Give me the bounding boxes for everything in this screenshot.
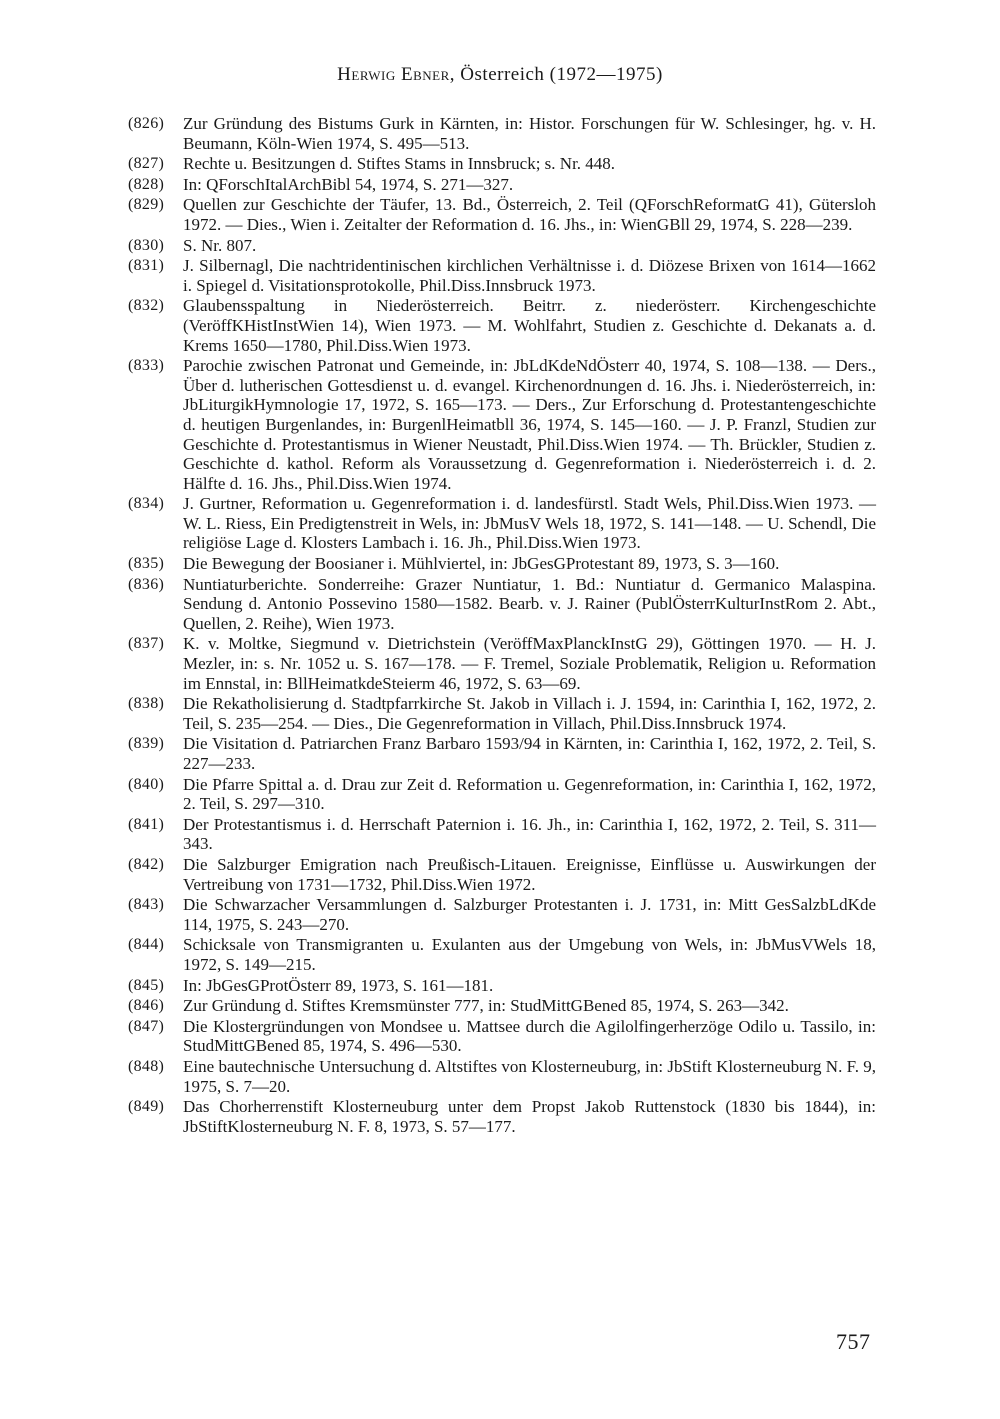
header-author: Herwig Ebner: [337, 64, 450, 85]
footnote-text: Zur Gründung d. Stiftes Kremsmünster 777, in: StudMittGBened 85, 1974, S. 263—342.: [183, 996, 789, 1016]
footnote-entry: [128, 976, 876, 996]
footnote-number: (846): [128, 997, 165, 1015]
footnote-number: (848): [128, 1057, 165, 1075]
footnote-number: (830): [128, 236, 165, 254]
footnote-text: J. Gurtner, Reformation u. Gegenreformation i. d. landesfürstl. Stadt Wels, Phil.Diss.Wien 1973. — W. L. Riess, Ein Predigtenstreit in Wels, in: JbMusV Wels 18, 1972, S. 141—148. — U. Schendl, Die religiöse Lage d. Klosters Lambach i. 16. Jh., Phil.Diss.Wien 1973.: [183, 494, 876, 553]
footnote-text: Die Pfarre Spittal a. d. Drau zur Zeit d. Reformation u. Gegenreformation, in: Carinthia I, 162, 1972, 2. Teil, S. 297—310.: [183, 774, 876, 814]
footnote-text: Quellen zur Geschichte der Täufer, 13. Bd., Österreich, 2. Teil (QForschReformatG 41), Gütersloh 1972. — Dies., Wien i. Zeitalter der Reformation d. 16. Jhs., in: WienGBll 29, 1974, S. 228—239.: [183, 195, 876, 234]
header-title: , Österreich (1972—1975): [449, 64, 663, 85]
footnote-text: S. Nr. 807.: [183, 235, 257, 255]
footnote-entry: [128, 154, 876, 174]
footnote-text: Die Bewegung der Boosianer i. Mühlviertel, in: JbGesGProtestant 89, 1973, S. 3—160.: [183, 554, 780, 574]
footnote-text: J. Silbernagl, Die nachtridentinischen kirchlichen Verhältnisse i. d. Diözese Brixen von 1614—1662 i. Spiegel d. Visitationsprotokolle, Phil.Diss.Innsbruck 1973.: [183, 256, 876, 295]
footnote-number: (836): [128, 575, 165, 593]
footnote-entry: [128, 296, 876, 355]
footnote-text: Zur Gründung des Bistums Gurk in Kärnten, in: Histor. Forschungen für W. Schlesinger, hg. v. H. Beumann, Köln-Wien 1974, S. 495—513.: [183, 114, 876, 153]
footnote-number: (833): [128, 357, 165, 375]
footnote-entry: [128, 175, 876, 195]
footnote-text: In: JbGesGProtÖsterr 89, 1973, S. 161—181.: [183, 975, 494, 995]
footnote-number: (831): [128, 257, 165, 275]
footnote-text: Parochie zwischen Patronat und Gemeinde, in: JbLdKdeNdÖsterr 40, 1974, S. 108—138. — Ders., Über d. lutherischen Gottesdienst u. d. evangel. Kirchenordnungen d. 16. Jhs. i. Niederösterreich, in: JbLiturgikHymnologie 17, 1972, S. 165—173. — Ders., Zur Erforschung d. Protestantengeschichte d. heutigen Burgenlandes, in: BurgenlHeimatbll 36, 1974, S. 145—160. — J. P. Franzl, Studien zur Geschichte d. Protestantismus in Wiener Neustadt, Phil.Diss.Wien 1974. — Th. Brückler, Studien z. Geschichte d. kathol. Reform als Voraussetzung d. Gegenreformation i. Niederösterreich i. d. 2. Hälfte d. 16. Jhs., Phil.Diss.Wien 1974.: [183, 356, 876, 493]
footnote-text: Schicksale von Transmigranten u. Exulanten aus der Umgebung von Wels, in: JbMusVWels 18, 1972, S. 149—215.: [183, 935, 876, 974]
footnote-entry: [128, 935, 876, 974]
footnote-number: (849): [128, 1098, 165, 1116]
footnote-text: Der Protestantismus i. d. Herrschaft Paternion i. 16. Jh., in: Carinthia I, 162, 1972, 2. Teil, S. 311—343.: [183, 814, 876, 854]
footnote-entry: [128, 996, 876, 1016]
footnote-entry: [128, 1097, 876, 1136]
page-number: 757: [836, 1329, 871, 1354]
footnote-number: (843): [128, 896, 165, 914]
footnote-entry: [128, 1017, 876, 1056]
footnote-list: [128, 114, 876, 1137]
footnote-number: (835): [128, 555, 165, 573]
footnote-text: Die Rekatholisierung d. Stadtpfarrkirche St. Jakob in Villach i. J. 1594, in: Carinthia I, 162, 1972, 2. Teil, S. 235—254. — Dies., Die Gegenreformation in Villach, Phil.Diss.Innsbruck 1974.: [183, 694, 876, 733]
footnote-text: In: QForschItalArchBibl 54, 1974, S. 271—327.: [183, 174, 514, 194]
footnote-entry: [128, 494, 876, 553]
footnote-entry: [128, 114, 876, 153]
footnote-entry: [128, 554, 876, 574]
footnote-number: (832): [128, 297, 165, 315]
footnote-number: (841): [128, 815, 165, 833]
footnote-text: Die Klostergründungen von Mondsee u. Mattsee durch die Agilolfingerherzöge Odilo u. Tassilo, in: StudMittGBened 85, 1974, S. 496—530.: [183, 1016, 876, 1056]
footnote-entry: [128, 694, 876, 733]
footnote-entry: [128, 236, 876, 256]
footnote-number: (828): [128, 175, 165, 193]
footnote-entry: [128, 815, 876, 854]
footnote-entry: [128, 1057, 876, 1096]
footnote-entry: [128, 775, 876, 814]
footnote-number: (839): [128, 735, 165, 753]
footnote-text: Das Chorherrenstift Klosterneuburg unter dem Propst Jakob Ruttenstock (1830 bis 1844), in: JbStiftKlosterneuburg N. F. 8, 1973, S. 57—177.: [183, 1097, 876, 1136]
footnote-entry: [128, 195, 876, 234]
footnote-text: K. v. Moltke, Siegmund v. Dietrichstein (VeröffMaxPlanckInstG 29), Göttingen 1970. — H. J. Mezler, in: s. Nr. 1052 u. S. 167—178. — F. Tremel, Soziale Problematik, Religion u. Reformation im Ennstal, in: BllHeimatkdeSteierm 46, 1972, S. 63—69.: [183, 634, 876, 693]
footnote-number: (842): [128, 855, 165, 873]
footnote-number: (847): [128, 1017, 165, 1035]
footnote-entry: [128, 256, 876, 295]
footnote-entry: [128, 855, 876, 894]
footnote-entry: [128, 356, 876, 493]
footnote-number: (845): [128, 976, 165, 994]
footnote-text: Nuntiaturberichte. Sonderreihe: Grazer Nuntiatur, 1. Bd.: Nuntiatur d. Germanico Malaspina. Sendung d. Antonio Possevino 1580—1582. Bearb. v. J. Rainer (PublÖsterrKulturInstRom 2. Abt., Quellen, 2. Reihe), Wien 1973.: [183, 574, 876, 633]
footnote-text: Die Visitation d. Patriarchen Franz Barbaro 1593/94 in Kärnten, in: Carinthia I, 162, 1972, 2. Teil, S. 227—233.: [183, 734, 876, 773]
footnote-text: Rechte u. Besitzungen d. Stiftes Stams in Innsbruck; s. Nr. 448.: [183, 154, 616, 174]
footnote-text: Die Schwarzacher Versammlungen d. Salzburger Protestanten i. J. 1731, in: Mitt GesSalzbLdKde 114, 1975, S. 243—270.: [183, 895, 876, 934]
footnote-number: (840): [128, 775, 165, 793]
footnote-number: (834): [128, 495, 165, 513]
footnote-text: Die Salzburger Emigration nach Preußisch-Litauen. Ereignisse, Einflüsse u. Auswirkungen der Vertreibung von 1731—1732, Phil.Diss.Wien 1972.: [183, 854, 876, 894]
footnote-number: (844): [128, 936, 165, 954]
footnote-number: (829): [128, 196, 165, 214]
footnote-entry: [128, 634, 876, 693]
footnote-number: (827): [128, 155, 165, 173]
running-header: [0, 64, 1000, 86]
footnote-entry: [128, 575, 876, 634]
footnote-text: Eine bautechnische Untersuchung d. Altstiftes von Klosterneuburg, in: JbStift Klosterneuburg N. F. 9, 1975, S. 7—20.: [183, 1056, 876, 1096]
footnote-number: (826): [128, 115, 165, 132]
footnote-number: (838): [128, 695, 165, 713]
footnote-entry: [128, 895, 876, 934]
footnote-entry: [128, 734, 876, 773]
footnote-text: Glaubensspaltung in Niederösterreich. Beitrr. z. niederösterr. Kirchengeschichte (VeröffKHistInstWien 14), Wien 1973. — M. Wohlfahrt, Studien z. Geschichte d. Dekanats a. d. Krems 1650—1780, Phil.Diss.Wien 1973.: [183, 296, 876, 355]
footnote-number: (837): [128, 635, 165, 653]
